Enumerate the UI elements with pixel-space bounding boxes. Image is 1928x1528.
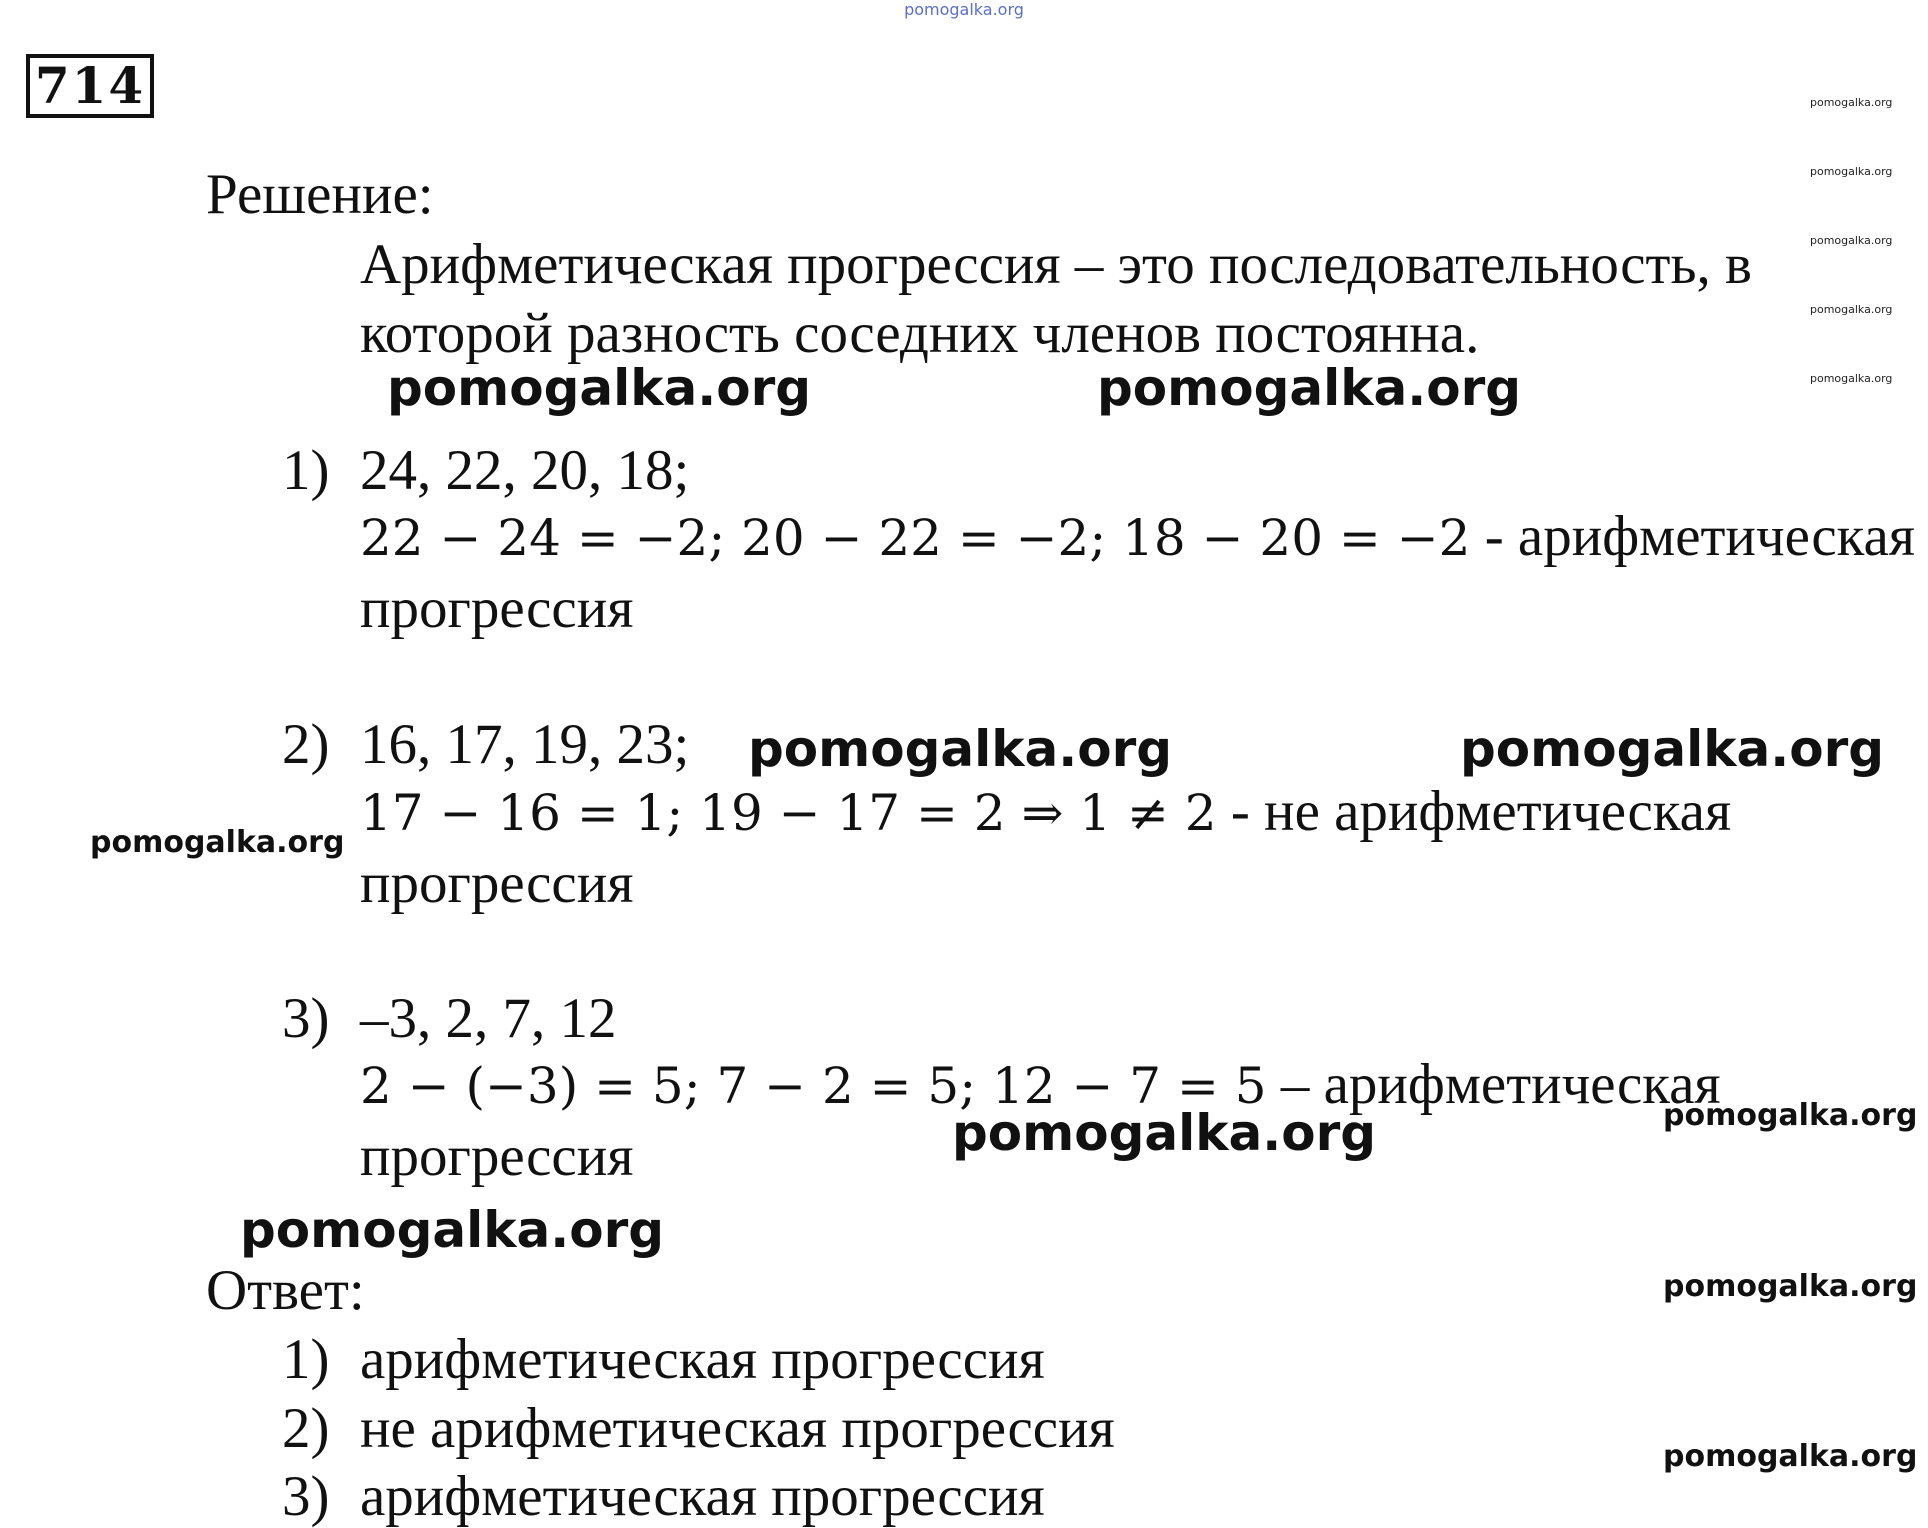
watermark: pomogalka.org: [1663, 1439, 1918, 1474]
item-computation: 2 − (−3) = 5; 7 − 2 = 5; 12 − 7 = 5: [360, 1057, 1267, 1115]
watermark: pomogalka.org: [1097, 359, 1522, 417]
item-continuation: прогрессия: [360, 577, 634, 640]
watermark: pomogalka.org: [1663, 1098, 1918, 1133]
item-conclusion: - не арифметическая: [1216, 780, 1732, 843]
item-conclusion: – арифметическая: [1266, 1053, 1721, 1116]
watermark: pomogalka.org: [952, 1104, 1377, 1162]
top-watermark: pomogalka.org: [904, 0, 1024, 19]
definition-line-1: Арифметическая прогрессия – это последовательность, в: [360, 233, 1752, 296]
item-marker: 3): [282, 987, 330, 1050]
solution-label: Решение:: [206, 163, 434, 226]
watermark: pomogalka.org: [748, 720, 1173, 778]
small-watermark: pomogalka.org: [1810, 234, 1893, 247]
answer-text: арифметическая прогрессия: [360, 1465, 1045, 1528]
item-marker: 2): [282, 713, 330, 776]
watermark: pomogalka.org: [1460, 720, 1885, 778]
item-computation-line: [360, 505, 1915, 568]
item-marker: 1): [282, 439, 330, 502]
answer-marker: 3): [282, 1465, 330, 1528]
item-sequence: 24, 22, 20, 18;: [360, 439, 690, 502]
item-computation-line: [360, 780, 1732, 843]
item-computation: 17 − 16 = 1; 19 − 17 = 2 ⇒ 1 ≠ 2: [360, 784, 1217, 842]
watermark: pomogalka.org: [90, 825, 345, 860]
item-continuation: прогрессия: [360, 1125, 634, 1188]
small-watermark: pomogalka.org: [1810, 165, 1893, 178]
watermark: pomogalka.org: [1663, 1269, 1918, 1304]
item-computation: 22 − 24 = −2; 20 − 22 = −2; 18 − 20 = −2: [360, 509, 1471, 567]
answer-marker: 1): [282, 1328, 330, 1391]
watermark: pomogalka.org: [240, 1201, 665, 1259]
answer-text: не арифметическая прогрессия: [360, 1397, 1115, 1460]
small-watermark: pomogalka.org: [1810, 303, 1893, 316]
item-conclusion: - арифметическая: [1470, 505, 1915, 568]
small-watermark: pomogalka.org: [1810, 372, 1893, 385]
answer-text: арифметическая прогрессия: [360, 1328, 1045, 1391]
problem-number: 714: [26, 54, 154, 118]
answer-marker: 2): [282, 1397, 330, 1460]
watermark: pomogalka.org: [387, 359, 812, 417]
item-sequence: –3, 2, 7, 12: [360, 987, 617, 1050]
definition-line-2: которой разность соседних членов постоянна.: [360, 302, 1480, 365]
small-watermark: pomogalka.org: [1810, 96, 1893, 109]
item-sequence: 16, 17, 19, 23;: [360, 713, 690, 776]
item-continuation: прогрессия: [360, 852, 634, 915]
answer-label: Ответ:: [206, 1259, 365, 1322]
